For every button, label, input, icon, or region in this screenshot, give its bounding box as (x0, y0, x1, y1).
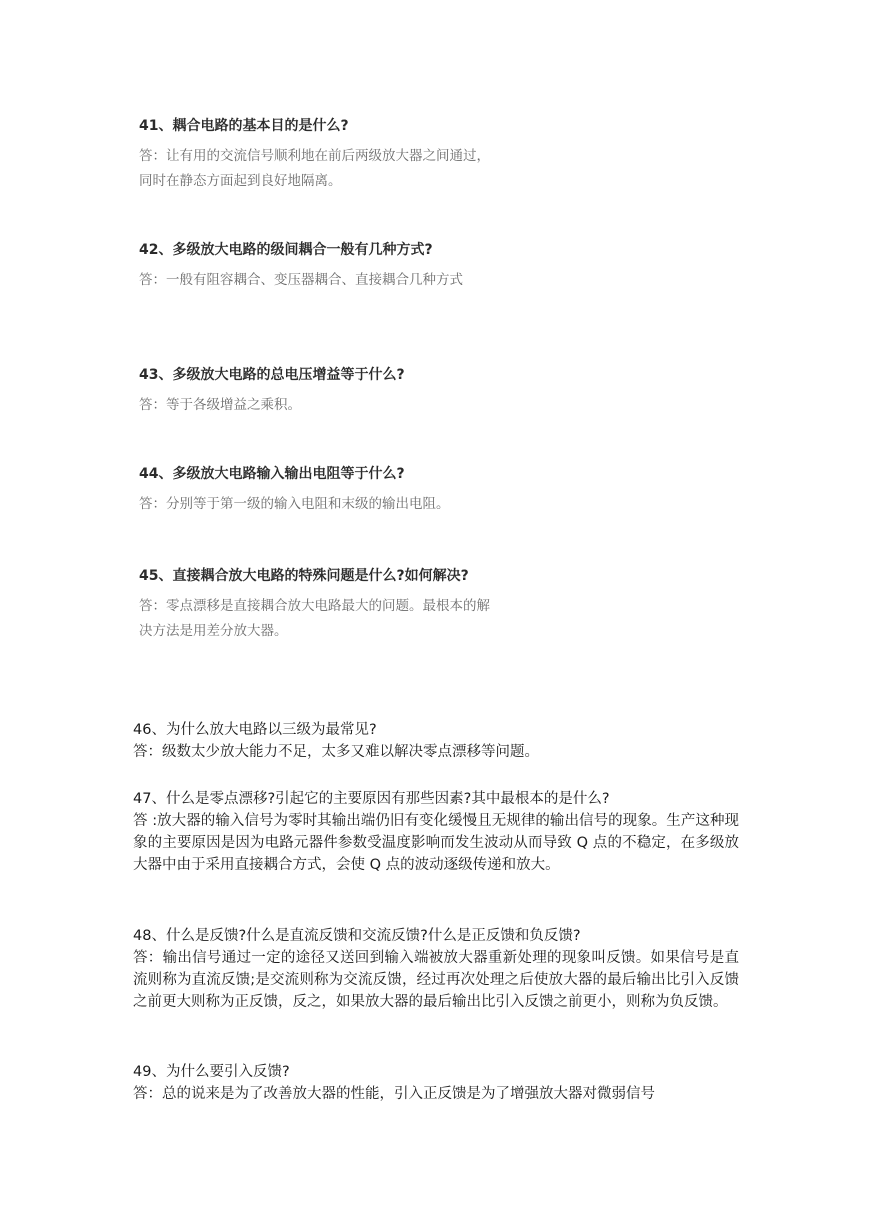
qa-item-48 (133, 925, 739, 1013)
question-44: 44、多级放大电路输入输出电阻等于什么? (139, 466, 405, 482)
question-43: 43、多级放大电路的总电压增益等于什么? (139, 367, 405, 383)
answer-42: 答：一般有阻容耦合、变压器耦合、直接耦合几种方式 (139, 272, 463, 288)
question-47: 47、什么是零点漂移?引起它的主要原因有那些因素?其中最根本的是什么? (133, 791, 610, 807)
answer-44: 答：分别等于第一级的输入电阻和末级的输出电阻。 (139, 496, 450, 512)
answer-45: 答：零点漂移是直接耦合放大电路最大的问题。最根本的解决方法是用差分放大器。 (139, 598, 490, 639)
qa-item-41 (139, 114, 499, 194)
qa-item-46 (133, 719, 739, 763)
answer-41: 答：让有用的交流信号顺利地在前后两级放大器之间通过，同时在静态方面起到良好地隔离。 (139, 148, 490, 189)
question-46: 46、为什么放大电路以三级为最常见? (133, 722, 377, 738)
answer-46: 答：级数太少放大能力不足，太多又难以解决零点漂移等问题。 (133, 744, 539, 760)
question-41: 41、耦合电路的基本目的是什么? (139, 118, 349, 134)
qa-item-43 (139, 363, 499, 418)
qa-item-49 (133, 1061, 739, 1105)
qa-item-47 (133, 788, 739, 876)
qa-item-45 (139, 564, 499, 644)
question-42: 42、多级放大电路的级间耦合一般有几种方式? (139, 242, 433, 258)
answer-43: 答：等于各级增益之乘积。 (139, 397, 301, 413)
qa-item-44 (139, 462, 499, 517)
question-49: 49、为什么要引入反馈? (133, 1064, 290, 1080)
question-45: 45、直接耦合放大电路的特殊问题是什么?如何解决? (139, 568, 469, 584)
question-48: 48、什么是反馈?什么是直流反馈和交流反馈?什么是正反馈和负反馈? (133, 928, 581, 944)
answer-47: 答 :放大器的输入信号为零时其输出端仍旧有变化缓慢且无规律的输出信号的现象。生产这种现象的主要原因是因为电路元器件参数受温度影响而发生波动从而导致 Q 点的不稳定，在多级放大器中由于采用直接耦合方式，会使 Q 点的波动逐级传递和放大。 (133, 813, 739, 873)
answer-49: 答：总的说来是为了改善放大器的性能，引入正反馈是为了增强放大器对微弱信号 (133, 1086, 655, 1102)
answer-48: 答：输出信号通过一定的途径又送回到输入端被放大器重新处理的现象叫反馈。如果信号是直流则称为直流反馈;是交流则称为交流反馈，经过再次处理之后使放大器的最后输出比引入反馈之前更大则称为正反馈，反之，如果放大器的最后输出比引入反馈之前更小，则称为负反馈。 (133, 950, 739, 1010)
qa-item-42 (139, 238, 499, 293)
